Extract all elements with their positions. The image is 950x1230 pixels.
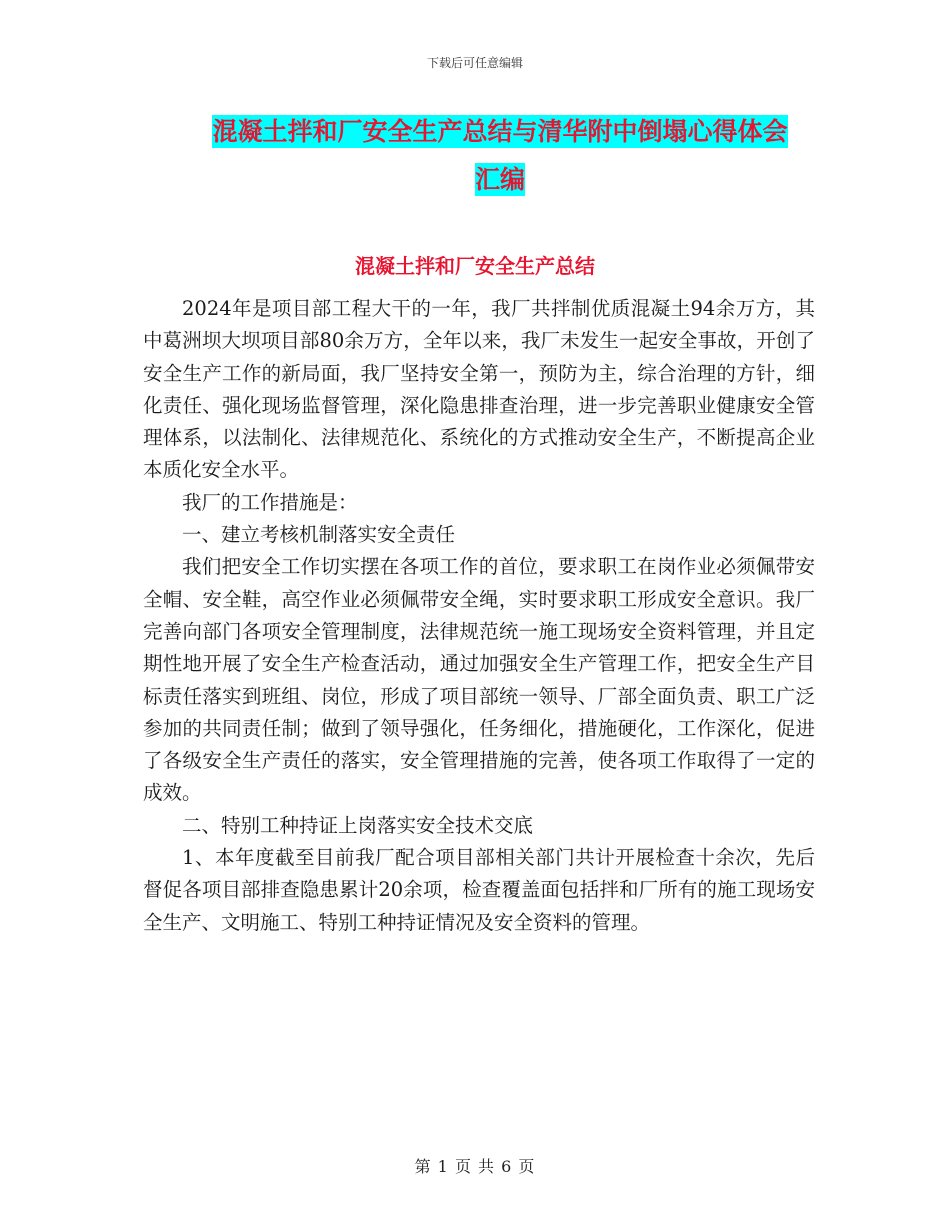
paragraph-intro: 2024年是项目部工程大干的一年，我厂共拌制优质混凝土94余万方，其中葛洲坝大坝项目部80余万方，全年以来，我厂未发生一起安全事故，开创了安全生产工作的新局面，我厂坚持安全第一，预防为主，综合治理的方针，细化责任、强化现场监督管理，深化隐患排查治理，进一步完善职业健康安全管理体系，以法制化、法律规范化、系统化的方式推动安全生产，不断提高企业本质化安全水平。 <box>143 297 815 482</box>
document-body <box>143 293 815 939</box>
paragraph-measures-lead: 我厂的工作措施是： <box>182 490 358 514</box>
heading-section-1: 一、建立考核机制落实安全责任 <box>182 523 456 547</box>
paragraph-inspections: 1、本年度截至目前我厂配合项目部相关部门共计开展检查十余次，先后督促各项目部排查隐患累计20余项，检查覆盖面包括拌和厂所有的施工现场安全生产、文明施工、特别工种持证情况及安全资料的管理。 <box>143 846 815 934</box>
paragraph-responsibility: 我们把安全工作切实摆在各项工作的首位，要求职工在岗作业必须佩带安全帽、安全鞋，高空作业必须佩带安全绳，实时要求职工形成安全意识。我厂完善向部门各项安全管理制度，法律规范统一施工现场安全资料管理，并且定期性地开展了安全生产检查活动，通过加强安全生产管理工作，把安全生产目标责任落实到班组、岗位，形成了项目部统一领导、厂部全面负责、职工广泛参加的共同责任制；做到了领导强化，任务细化，措施硬化，工作深化，促进了各级安全生产责任的落实，安全管理措施的完善，使各项工作取得了一定的成效。 <box>143 555 815 805</box>
section-title: 混凝土拌和厂安全生产总结 <box>355 254 595 278</box>
page-number: 第 1 页 共 6 页 <box>414 1157 536 1176</box>
header-note: 下载后可任意编辑 <box>426 56 523 70</box>
document-title-line-2: 汇编 <box>474 165 525 194</box>
document-title <box>150 108 850 204</box>
document-title-line-1: 混凝土拌和厂安全生产总结与清华附中倒塌心得体会 <box>212 117 788 146</box>
heading-section-2: 二、特别工种持证上岗落实安全技术交底 <box>182 813 534 837</box>
